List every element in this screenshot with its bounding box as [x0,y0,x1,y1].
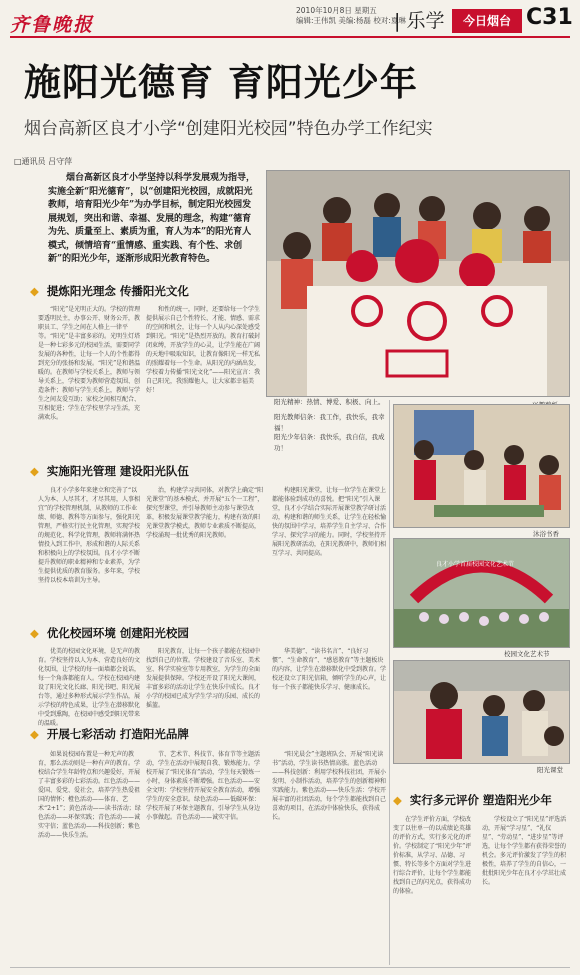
bottom-rule [10,967,570,968]
section-5-column-2: 学校设立了“阳光星”评选活动，开展“学习星”、“礼仪星”、“劳动星”、“进步星”等评选，让每个学生都有获得荣誉的机会。多元评价激发了学生的积极性，培养了学生的自信心，一批批阳光少年在良才小学茁壮成长。 [482,816,567,886]
section-title: 优化校园环境 创建阳光校园 [46,626,189,640]
article-title: 施阳光德育 育阳光少年 [24,61,418,104]
section-heading-2 [30,463,189,479]
section-heading-5 [393,792,552,808]
editors-text: 编辑:王伟凯 美编:杨磊 校对:夏琳 [296,16,406,25]
section-4-column-3: “阳光晨会”主题班队会、开展“阳光读书”活动，学生读书热情高涨。蓝色活动——科技创新：利用学校科技社团，开展小发明、小制作活动，培养学生的创新精神和实践能力。紫色活动——快乐生活：学校开展丰富的社团活动，每个学生都能找到自己喜欢的项目，在活动中体验快乐，获得成长。 [272,751,387,821]
section-3-column-2: 阳光教育，让每一个孩子都能在校园中找到自己的位置。学校建设了音乐室、美术室、科学实验室等专用教室，为学生的全面发展提供保障。学校还开设了阳光大课间，丰富多彩的活动让学生在快乐中成长。良才小学的校园已成为学生学习的乐园、成长的摇篮。 [146,648,261,709]
photo-caption-festival: 校园文化艺术节 [504,650,550,658]
diamond-icon: ◆ [30,727,39,741]
side-note-teacher: 阳光教师信条：我工作，我快乐，我幸福！ [274,413,385,432]
reading-image [394,405,569,527]
article-subtitle: 烟台高新区良才小学“创建阳光校园”特色办学工作纪实 [24,119,433,139]
photo-caption-reading: 沐浴书香 [533,530,559,538]
photo-caption-classroom: 阳光课堂 [537,766,563,774]
byline: □通讯员 吕守萍 [14,157,73,166]
section-heading-3 [30,625,189,641]
section-2-column-2: 治，构建学习共同体，对教学上确定“阳光课堂”的基本模式、并开展“五个一工程”，探究型课堂，并引导教师主动参与课堂改革，积极发展课堂教学能力，构建有效的阳光课堂教学模式，教师专业素质不断提高，学校涌现一批优秀的阳光教师。 [146,487,264,539]
section-title: 实施阳光管理 建设阳光队伍 [46,464,189,478]
classroom-image [394,661,569,763]
photo-classroom [393,660,570,764]
festival-image [394,539,569,647]
side-note-spirit: 阳光精神：热情、博爱、积极、向上。 [274,398,385,406]
header-rule [10,36,570,38]
festival-banner-text: 良才小学首届校园文化艺术节 [436,561,515,568]
column-divider [389,400,390,965]
section-tag: 今日烟台 [452,9,522,33]
section-title: 提炼阳光理念 传播阳光文化 [46,284,189,298]
section-2-column-3: 构建阳光课堂，让每一位学生在课堂上都能体验到成功的喜悦。把“阳光”引入课堂，良才小学结合实际开展课堂教学研讨活动，构建和谐的师生关系，让学生在轻松愉快的氛围中学习，培养学生自主学习、合作学习、探究学习的能力。同时，学校坚持开展阳光教研活动，在阳光教研中，教师们相互学习、共同提高。 [272,487,387,557]
section-5-column-1: 在学生评价方面，学校改变了以往单一的以成绩论英雄的评价方式，实行多元化的评价。学校制定了“阳光少年”评价标准，从学习、品德、习惯、特长等多个方面对学生进行综合评价，让每个学生都能找到自己的闪光点，获得成功的体验。 [393,816,472,895]
masthead: 齐鲁晚报 [10,14,95,36]
section-4-column-1: 如果说校园布置是一种无声的教育，那么活动则是一种有声的教育。学校结合学生年龄特点和兴趣爱好，开展了丰富多彩的七彩活动。红色活动——爱国、爱党、爱社会，培养学生热爱祖国的情怀；橙色活动——体育、艺术“2+1”；黄色活动——读书活动；绿色活动——环保实践；青色活动——诚实守信；蓝色活动——科技创新；紫色活动——快乐生活。 [38,751,141,839]
section-heading-4 [30,726,189,742]
date-text: 2010年10月8日 星期五 [296,6,377,15]
section-title: 开展七彩活动 打造阳光品牌 [46,727,189,741]
diamond-icon: ◆ [30,464,39,478]
dateline [296,6,406,26]
section-1-column-2: 和性的统一，同时，还要给每一个学生提供展示自己个性特长、才能、情感、需求的空间和机会，让每一个人从内心深处感受到阳光。“阳光”是热烈开放的。教育打破封闭束缚，开放学生的心灵，让学生能在广阔的天地中吸取知识，让教育像阳光一样无私的照耀着每一个生命。从阳光的内涵出发，学校着力传播“阳光文化”——阳光宣言：我自己阳光，我照耀他人，让大家都幸福美好！ [146,306,261,394]
section-3-column-3: 华美德”、“读书名言”、“良好习惯”、“生命教育”、“感恩教育”等主题板块的内容，让学生在潜移默化中受到教育。学校还设立了阳光信箱，倾听学生的心声，让每一个孩子都能快乐学习、健康成长。 [272,648,387,691]
diamond-icon: ◆ [30,284,39,298]
page-number: C31 [526,5,573,30]
paper-cutting-image [267,171,569,396]
section-heading-1 [30,283,189,299]
section-3-column-1: 优美的校园文化环境，是无声的教育。学校坚持以人为本、营造良好的文化氛围，让学校的每一面墙都会说话，每一个角落都能育人。学校在校园内建设了阳光文化长廊、阳光书吧、阳光展台等，通过多种形式展示学生作品，展示学校的特色成果，让学生在潜移默化中受到熏陶，在校园中感受到阳光带来的温暖。 [38,648,141,727]
section-2-column-1: 良才小学多年来建立和完善了“以人为本、人尽其才，才尽其用，人事相宜”的学校管理机制，从教师的工作业绩、师德、教科等方面参与，强化阳光管理，严格实行民主化管理，实现学校的规范化、科学化管理，教师将满怀热情投入到工作中，形成和谐的人际关系和积极向上的学校氛围。良才小学不断提升教师的职业精神和专业素养，为学生提供优质的教育服务。多年来，学校坚持以校本培训为主导。 [38,487,141,584]
photo-reading [393,404,570,528]
diamond-icon: ◆ [393,793,402,807]
diamond-icon: ◆ [30,626,39,640]
section-name: | 乐学 [394,10,445,32]
section-4-column-2: 节、艺术节、科技节、体育节等主题活动，学生在活动中展现自我、锻炼能力。学校开展了“阳光体育”活动，学生每天锻炼一小时，身体素质不断增强。红色活动——安全文明：学校坚持开展安全教育活动，增强学生的安全意识。绿色活动——低碳环保：学校开展了环保主题教育，引导学生从身边小事做起。青色活动——诚实守信。 [146,751,261,821]
side-note-student: 阳光少年信条：我快乐，我自信，我成功！ [274,433,385,452]
section-1-column-1: “阳光”是光明正大的。学校的管理要透明民主，办事公开、财务公开，教职员工、学生之间在人格上一律平等。“阳光”是丰富多彩的。光明生灯塔是一种七彩多元的校园生活，需要同学发展的各种性，让每一个人的个性都得到充分的张扬和发展。“阳光”是和谐温暖的。在教师与学校关系上，教师与领导关系上，学校要为教师营造氛围、创造条件；教师与学生关系上，教师与学生之间友爱互助；家校之间相互配合、互相促进；学生在学校里学习生活，充满欢乐。 [38,306,141,421]
article-intro: 烟台高新区良才小学坚持以科学发展观为指导，实施全新“阳光德育”，以“创建阳光校园，成就阳光教师，培育阳光少年”为办学目标，制定阳光校园发展规划，突出和谐、幸福、发展的理念，构建“德育为先、质量至上、素质为重，育人为本”的阳光育人模式，倾情培育“重情感、重实践、有个性、求创新”的阳光少年，逐渐形成阳光教育特色。 [48,173,256,264]
section-title: 实行多元评价 塑造阳光少年 [409,793,552,807]
photo-festival [393,538,570,648]
photo-paper-cutting [266,170,570,397]
